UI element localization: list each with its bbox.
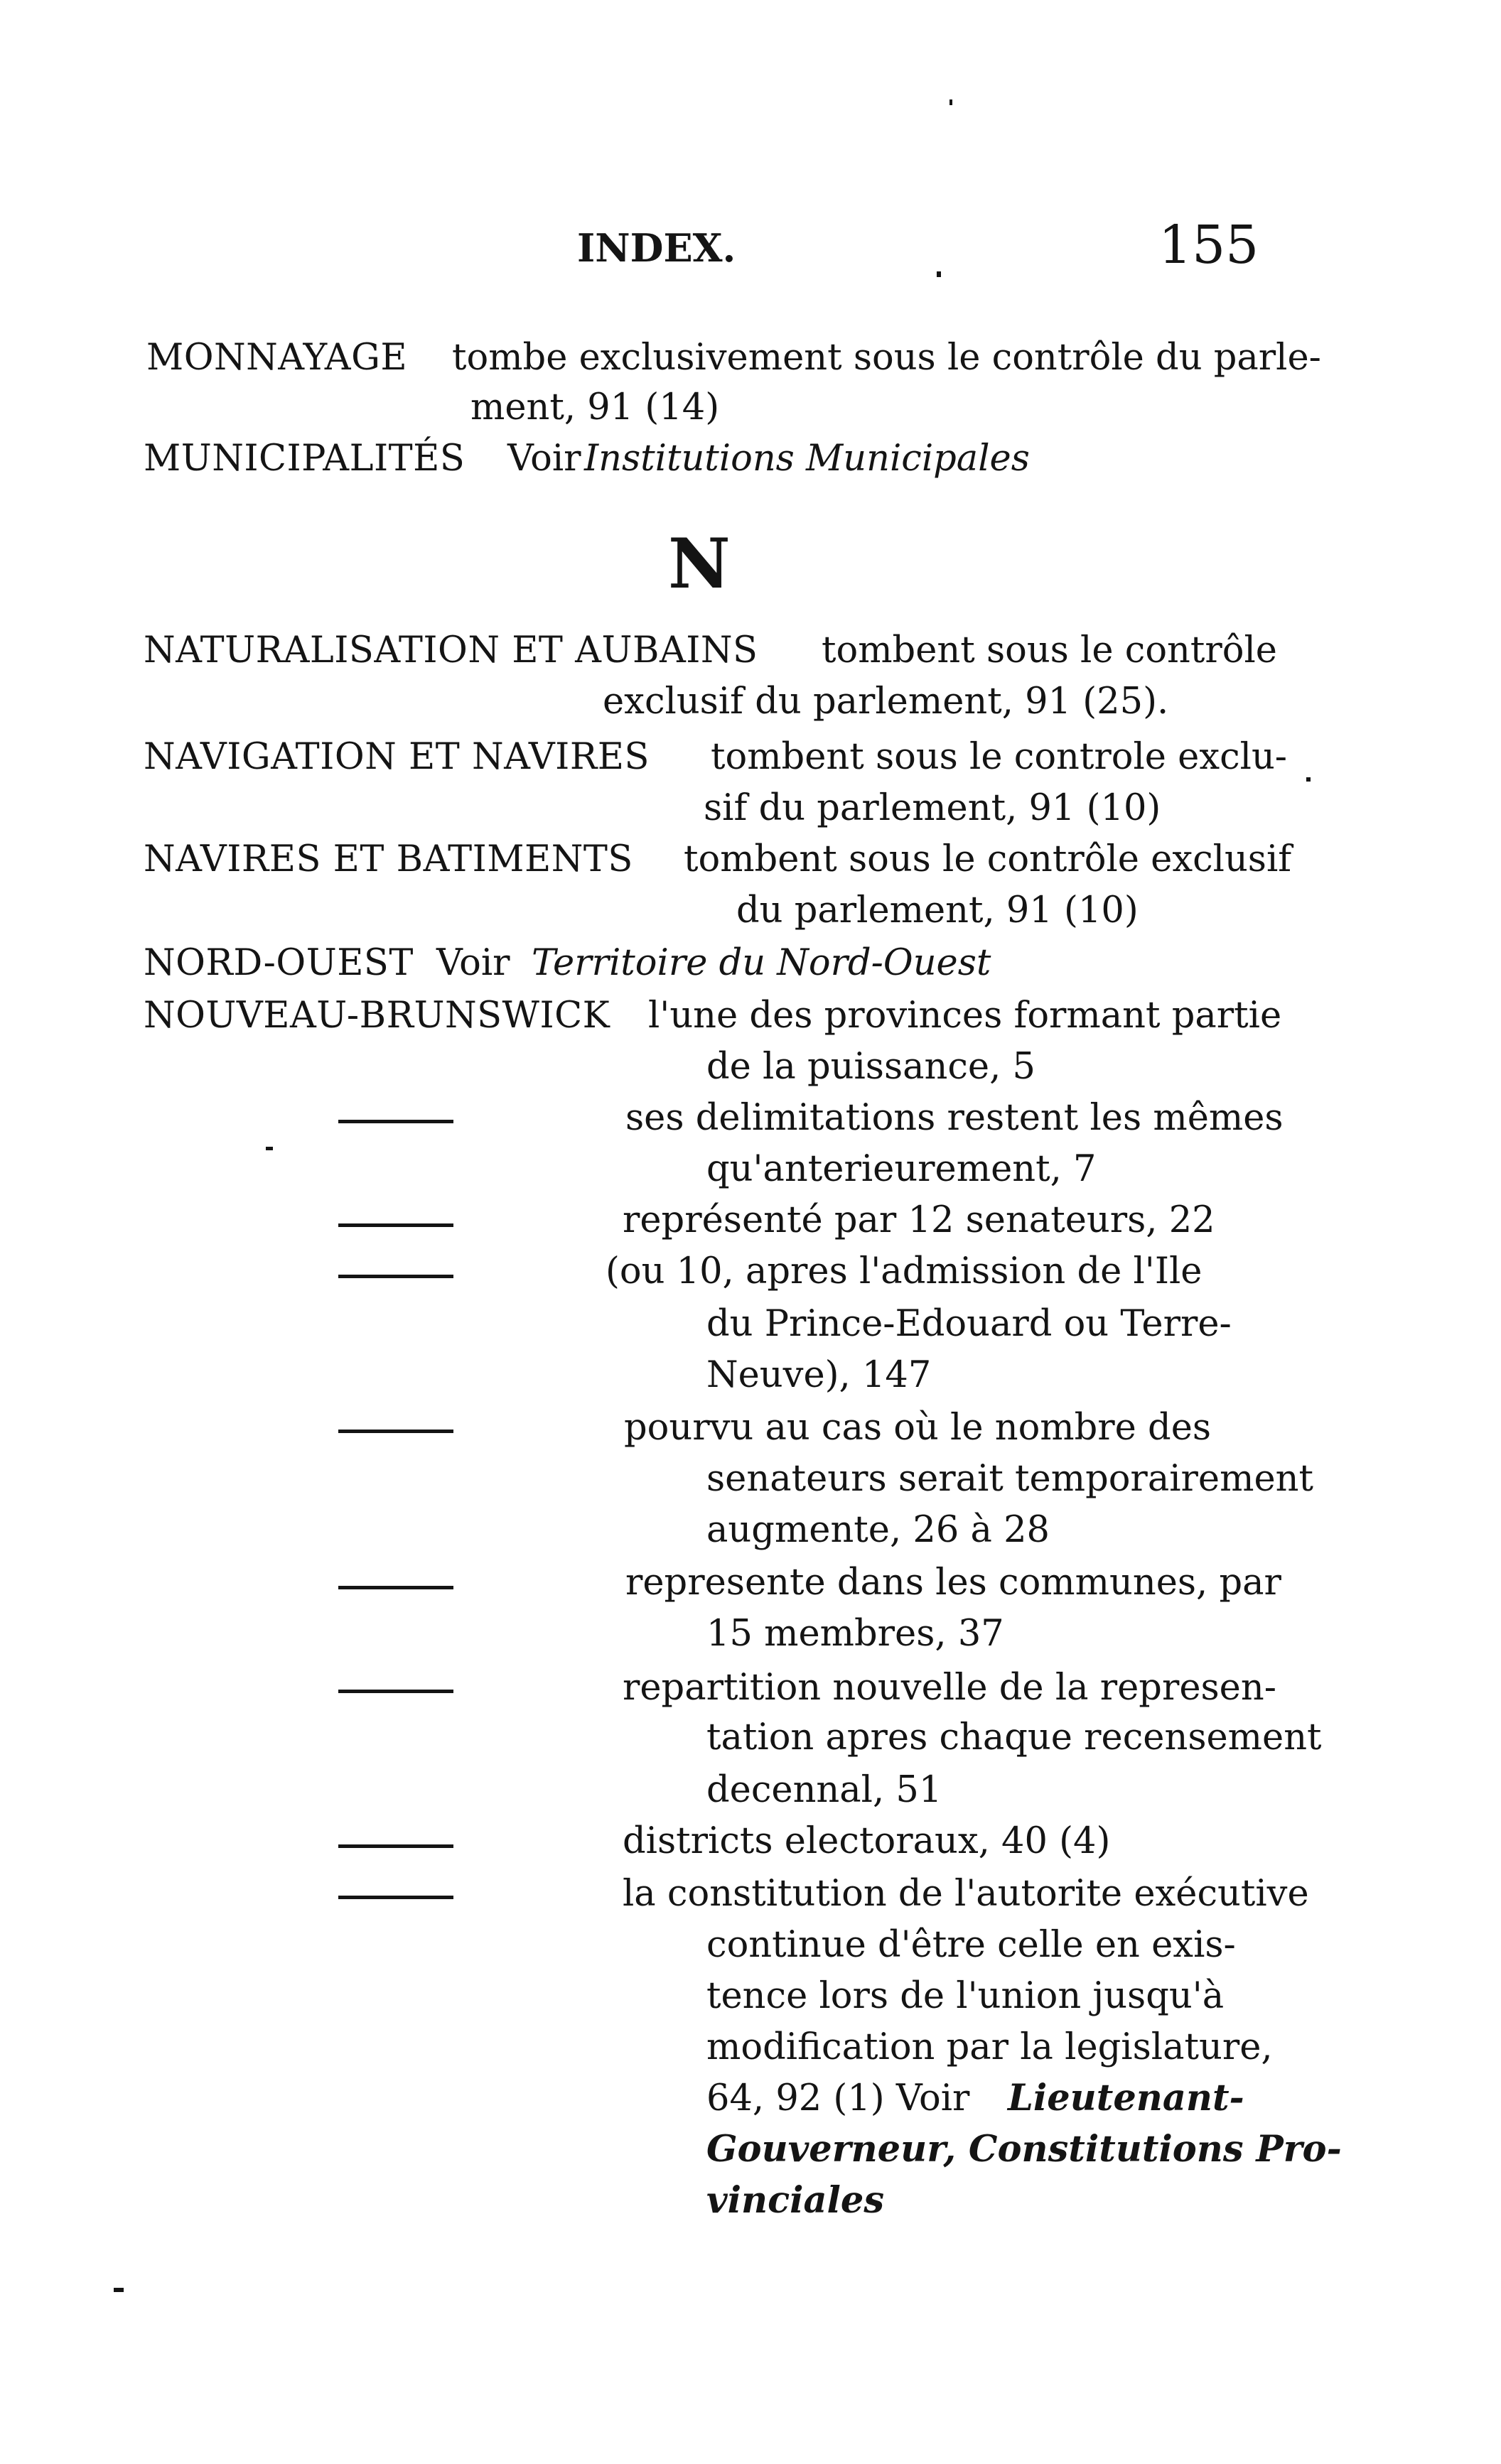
page-number: 155 [1158,215,1259,276]
entry-text-line: tombent sous le controle exclu- [711,736,1288,778]
subentry-text-line: 15 membres, 37 [706,1613,1004,1655]
see-reference: vinciales [706,2179,885,2222]
subentry-text-line: tation apres chaque recensement [706,1717,1322,1758]
subentry-text-line: repartition nouvelle de la represen- [623,1667,1276,1709]
subentry-text-line: modification par la legislature, [706,2026,1273,2068]
subentry-text-line: senateurs serait temporairement [706,1458,1313,1500]
ditto-dash [338,1844,453,1848]
subentry-text-line: districts electoraux, 40 (4) [623,1820,1111,1862]
scan-speck [937,271,941,277]
see-reference: Gouverneur, Constitutions Pro- [706,2128,1342,2171]
section-letter: N [668,524,731,604]
subentry-text-line: représenté par 12 senateurs, 22 [623,1199,1215,1241]
subentry-text-line: (ou 10, apres l'admission de l'Ile [606,1250,1203,1292]
scan-speck [949,99,952,105]
subentry-text-line: ses delimitations restent les mêmes [625,1097,1284,1139]
see-reference: Institutions Municipales [584,438,1030,480]
subentry-text-line: continue d'être celle en exis- [706,1924,1236,1966]
entry-term-nouveau-brunswick: NOUVEAU-BRUNSWICK [144,995,610,1037]
subentry-text-line: decennal, 51 [706,1769,942,1811]
ditto-dash [338,1430,453,1433]
see-word: Voir [507,438,581,480]
subentry-text-line: tence lors de l'union jusqu'à [706,1975,1225,2017]
ditto-dash [338,1275,453,1278]
entry-text-line: tombent sous le contrôle [822,629,1277,671]
see-reference: Territoire du Nord-Ouest [532,942,991,984]
scan-speck [1306,777,1311,782]
scan-speck [266,1147,273,1150]
entry-text-line: sif du parlement, 91 (10) [704,787,1161,829]
entry-term-navires: NAVIRES ET BATIMENTS [144,838,633,880]
ditto-dash [338,1120,453,1123]
entry-term-navigation: NAVIGATION ET NAVIRES [144,736,650,778]
ditto-dash [338,1690,453,1693]
subentry-text-line: Neuve), 147 [706,1354,932,1396]
entry-text-line: tombe exclusivement sous le contrôle du parle- [452,337,1321,379]
subentry-text-line: qu'anterieurement, 7 [706,1148,1097,1190]
subentry-text-line: 64, 92 (1) Voir [706,2077,970,2119]
ditto-dash [338,1223,453,1227]
see-reference: Lieutenant- [1008,2077,1244,2119]
entry-term-municipalites: MUNICIPALITÉS [144,438,466,480]
subentry-text-line: la constitution de l'autorite exécutive [623,1873,1309,1915]
ditto-dash [338,1896,453,1899]
subentry-text-line: represente dans les communes, par [625,1562,1281,1604]
entry-text-line: l'une des provinces formant partie [648,995,1282,1037]
subentry-text-line: du Prince-Edouard ou Terre- [706,1303,1232,1345]
entry-text-line: de la puissance, 5 [706,1046,1035,1088]
entry-term-nord-ouest: NORD-OUEST [144,942,414,984]
ditto-dash [338,1586,453,1589]
entry-text-line: ment, 91 (14) [470,387,720,428]
entry-term-naturalisation: NATURALISATION ET AUBAINS [144,629,758,671]
entry-text-line: du parlement, 91 (10) [736,890,1139,931]
scan-speck [114,2288,124,2292]
entry-text-line: exclusif du parlement, 91 (25). [603,681,1169,723]
entry-term-monnayage: MONNAYAGE [146,337,408,379]
subentry-text-line: augmente, 26 à 28 [706,1509,1050,1551]
see-word: Voir [436,942,510,984]
entry-text-line: tombent sous le contrôle exclusif [684,838,1292,880]
subentry-text-line: pourvu au cas où le nombre des [624,1407,1212,1449]
running-header-title: INDEX. [577,225,736,271]
